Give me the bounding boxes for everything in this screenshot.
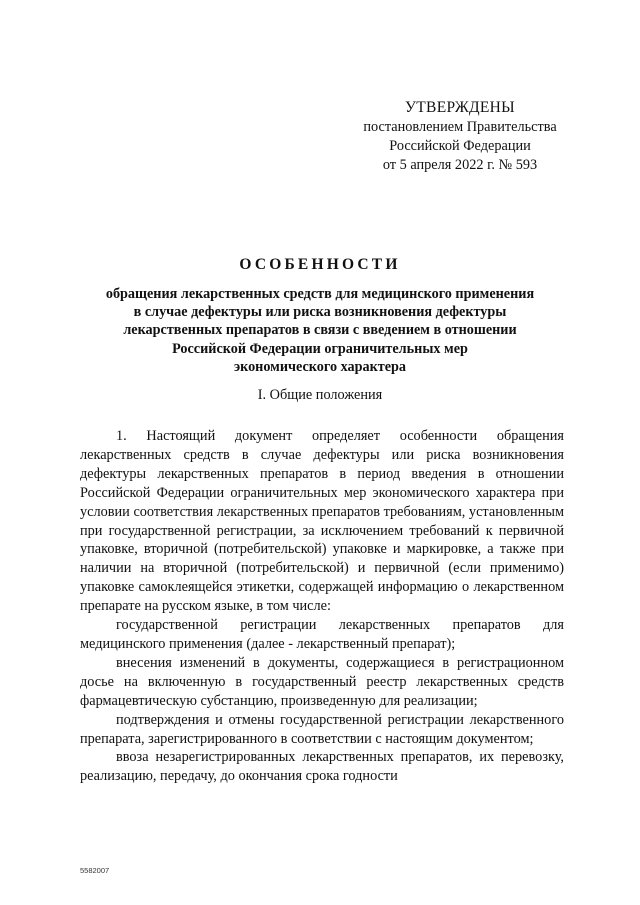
paragraph: внесения изменений в документы, содержащиеся в регистрационном досье на включенную в государственный реестр лекарственных средств фармацевтическую субстанцию, произведенную для реализации; <box>80 654 564 709</box>
document-number: 5582007 <box>80 866 110 875</box>
document-body <box>80 427 564 786</box>
subtitle-line: в случае дефектуры или риска возникновения дефектуры <box>133 304 507 321</box>
approval-line: Российской Федерации <box>389 138 531 154</box>
subtitle-line: экономического характера <box>233 358 407 375</box>
subtitle-line: обращения лекарственных средств для медицинского применения <box>105 286 535 302</box>
paragraph: 1. Настоящий документ определяет особенности обращения лекарственных средств в случае дефектуры или риска возникновения дефектуры лекарственных препаратов в период введения в отношении Российской Федерации ограничительных мер экономического характера при условии соответствия лекарственных препаратов требованиям, установленным при государственной регистрации, за исключением требований к первичной упаковке, вторичной (потребительской) упаковке и маркировке, а также при наличии на вторичной (потребительской) и первичной (если применимо) упаковке самоклеящейся этикетки, содержащей информацию о лекарственном препарате на русском языке, в том числе: <box>80 428 564 615</box>
paragraph: государственной регистрации лекарственных препаратов для медицинского применения (далее - лекарственный препарат); <box>80 617 564 652</box>
paragraph: подтверждения и отмены государственной регистрации лекарственного препарата, зарегистрированного в соответствии с настоящим документом; <box>80 711 564 747</box>
approval-stamp <box>340 98 580 175</box>
document-subtitle <box>60 285 580 376</box>
document-title: ОСОБЕННОСТИ <box>239 256 401 273</box>
section-heading: I. Общие положения <box>257 387 383 403</box>
subtitle-line: Российской Федерации ограничительных мер <box>172 340 468 357</box>
approval-heading: УТВЕРЖДЕНЫ <box>405 99 515 116</box>
approval-line: постановлением Правительства <box>363 119 557 135</box>
subtitle-line: лекарственных препаратов в связи с введением в отношении <box>123 322 517 339</box>
approval-line: от 5 апреля 2022 г. № 593 <box>382 157 538 173</box>
paragraph: ввоза незарегистрированных лекарственных препаратов, их перевозку, реализацию, передачу, до окончания срока годности <box>80 749 564 785</box>
